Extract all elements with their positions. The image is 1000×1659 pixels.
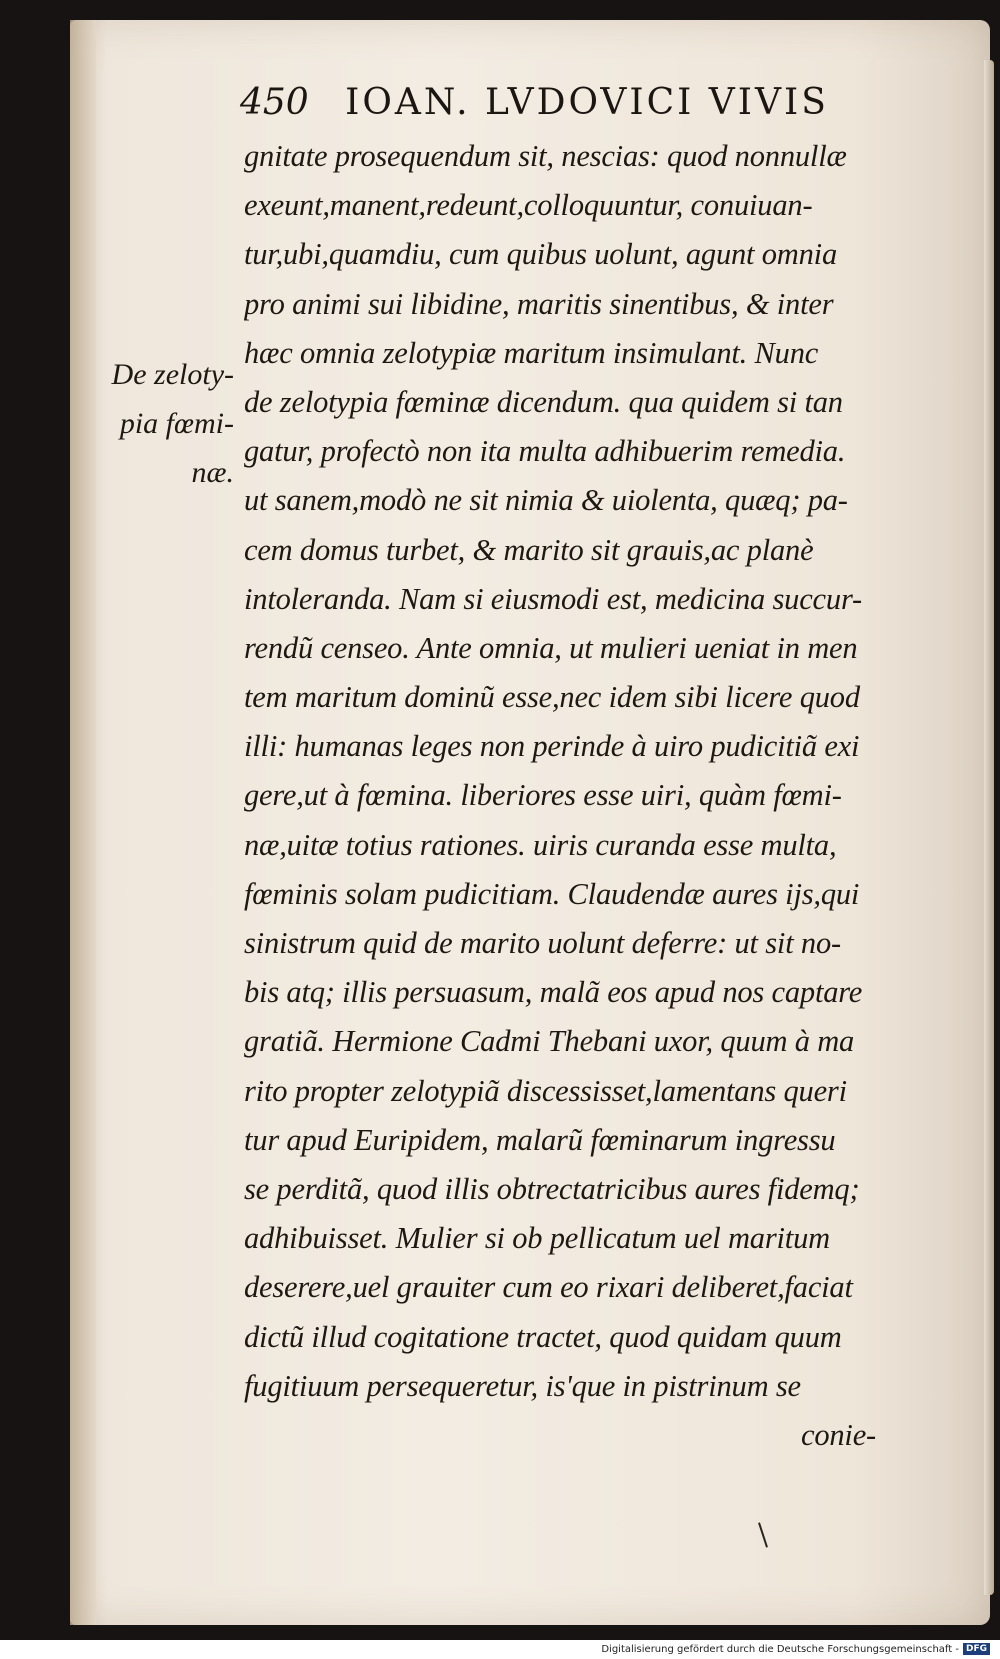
- margin-note: [64, 350, 234, 498]
- footer-credit: Digitalisierung gefördert durch die Deutsche Forschungsgemeinschaft -: [601, 1643, 959, 1655]
- body-text: [244, 132, 884, 1460]
- text-line: deserere,uel grauiter cum eo rixari deliberet,faciat: [244, 1270, 853, 1305]
- margin-note-line: pia fœmi-: [119, 407, 234, 441]
- text-line: gnitate prosequendum sit, nescias: quod nonnullæ: [244, 139, 847, 173]
- page-number: 450: [240, 82, 309, 123]
- text-line: næ,uitæ totius rationes. uiris curanda esse multa,: [244, 827, 837, 862]
- text-line: fugitiuum persequeretur, is'que in pistrinum se: [244, 1368, 801, 1403]
- text-line: illi: humanas leges non perinde à uiro pudicitiã exi: [244, 729, 860, 764]
- text-line: se perditã, quod illis obtrectatricibus aures fidemq;: [244, 1171, 860, 1206]
- page-gutter: [70, 20, 96, 1625]
- text-line: exeunt,manent,redeunt,colloquuntur, conuiuan-: [244, 188, 813, 223]
- running-header: [240, 82, 829, 123]
- text-line: tur apud Euripidem, malarũ fœminarum ingressu: [244, 1122, 836, 1157]
- text-line: bis atq; illis persuasum, malã eos apud nos captare: [244, 975, 863, 1010]
- text-line: cem domus turbet, & marito sit grauis,ac planè: [244, 532, 814, 567]
- page-edge: [984, 60, 994, 1595]
- text-line: hæc omnia zelotypiæ maritum insimulant. Nunc: [244, 335, 819, 370]
- text-line: pro animi sui libidine, maritis sinentibus, & inter: [244, 286, 834, 321]
- text-line: fœminis solam pudicitiam. Claudendæ aures ijs,qui: [244, 876, 860, 911]
- text-line: adhibuisset. Mulier si ob pellicatum uel maritum: [244, 1221, 830, 1256]
- text-line: intoleranda. Nam si eiusmodi est, medicina succur-: [244, 581, 862, 616]
- running-title: IOAN. LVDOVICI VIVIS: [345, 82, 829, 123]
- text-line: sinistrum quid de marito uolunt deferre: ut sit no-: [244, 926, 841, 960]
- text-line: dictũ illud cogitatione tractet, quod quidam quum: [244, 1319, 842, 1354]
- margin-note-line: De zeloty-: [111, 358, 234, 391]
- dfg-logo-icon: DFG: [963, 1643, 990, 1655]
- text-line: gratiã. Hermione Cadmi Thebani uxor, quum à ma: [244, 1024, 855, 1059]
- text-line: tem maritum dominũ esse,nec idem sibi licere quod: [244, 680, 860, 715]
- catchword: conie-: [800, 1417, 876, 1452]
- text-line: gatur, profectò non ita multa adhibuerim remedia.: [244, 434, 846, 469]
- text-line: tur,ubi,quamdiu, cum quibus uolunt, agunt omnia: [244, 237, 837, 272]
- text-line: de zelotypia fœminæ dicendum. qua quidem si tan: [244, 384, 843, 419]
- text-line: gere,ut à fœmina. liberiores esse uiri, quàm fœmi-: [244, 778, 842, 813]
- text-line: rito propter zelotypiã discessisset,lamentans queri: [244, 1073, 847, 1108]
- text-line: ut sanem,modò ne sit nimia & uiolenta, quæq; pa-: [244, 483, 848, 518]
- text-line: rendũ censeo. Ante omnia, ut mulieri ueniat in men: [244, 630, 858, 665]
- margin-note-line: næ.: [191, 456, 234, 490]
- digitization-footer: [601, 1643, 990, 1655]
